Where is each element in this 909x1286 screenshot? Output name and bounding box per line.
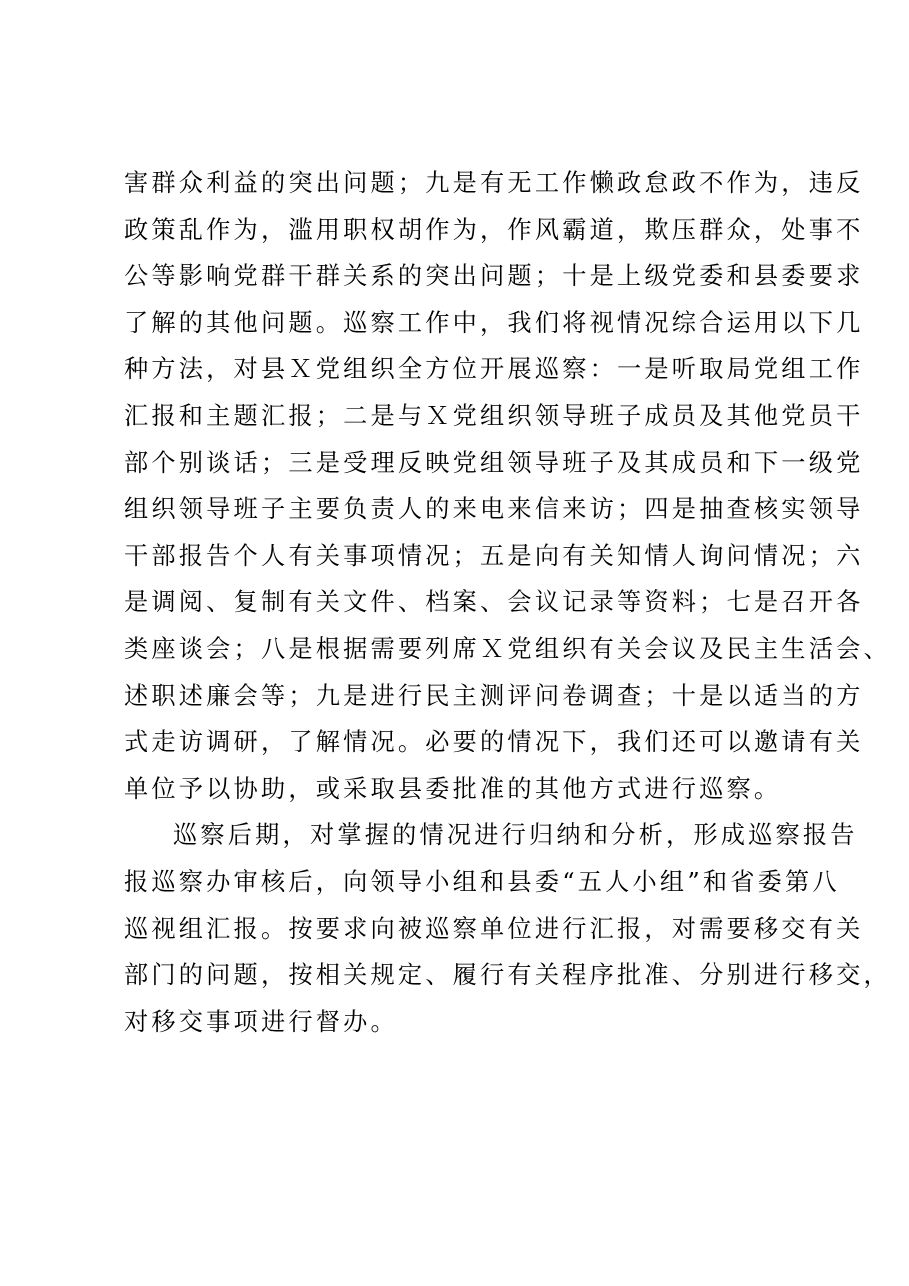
paragraph-2 (124, 812, 891, 1045)
text-line: 部门的问题，按相关规定、履行有关程序批准、分别进行移交， (124, 961, 891, 990)
text-line: 巡视组汇报。按要求向被巡察单位进行汇报，对需要移交有关 (124, 914, 864, 943)
text-line: 公等影响党群干群关系的突出问题；十是上级党委和县委要求 (124, 262, 864, 291)
text-line: 类座谈会；八是根据需要列席Ｘ党组织有关会议及民主生活会、 (124, 634, 891, 663)
text-line: 报巡察办审核后，向领导小组和县委“五人小组”和省委第八 (124, 867, 840, 896)
text-line: 害群众利益的突出问题；九是有无工作懒政怠政不作为，违反 (124, 169, 864, 197)
text-line: 干部报告个人有关事项情况；五是向有关知情人询问情况；六 (124, 541, 864, 570)
text-line: 式走访调研，了解情况。必要的情况下，我们还可以邀请有关 (124, 728, 864, 757)
text-line: 种方法，对县Ｘ党组织全方位开展巡察：一是听取局党组工作 (124, 355, 864, 384)
text-line: 是调阅、复制有关文件、档案、会议记录等资料；七是召开各 (124, 588, 864, 617)
text-line: 部个别谈话；三是受理反映党组领导班子及其成员和下一级党 (124, 448, 864, 477)
text-line: 单位予以协助，或采取县委批准的其他方式进行巡察。 (124, 774, 782, 803)
text-line: 了解的其他问题。巡察工作中，我们将视情况综合运用以下几 (124, 308, 864, 337)
document-body (124, 160, 891, 1045)
text-line: 对移交事项进行督办。 (124, 1007, 398, 1036)
text-line: 汇报和主题汇报；二是与Ｘ党组织领导班子成员及其他党员干 (124, 401, 864, 430)
text-line: 述职述廉会等；九是进行民主测评问卷调查；十是以适当的方 (124, 681, 864, 710)
text-line: 巡察后期，对掌握的情况进行归纳和分析，形成巡察报告 (173, 821, 858, 850)
text-line: 组织领导班子主要负责人的来电来信来访；四是抽查核实领导 (124, 495, 864, 524)
text-line: 政策乱作为，滥用职权胡作为，作风霸道，欺压群众，处事不 (124, 215, 864, 244)
paragraph-1 (124, 160, 891, 812)
